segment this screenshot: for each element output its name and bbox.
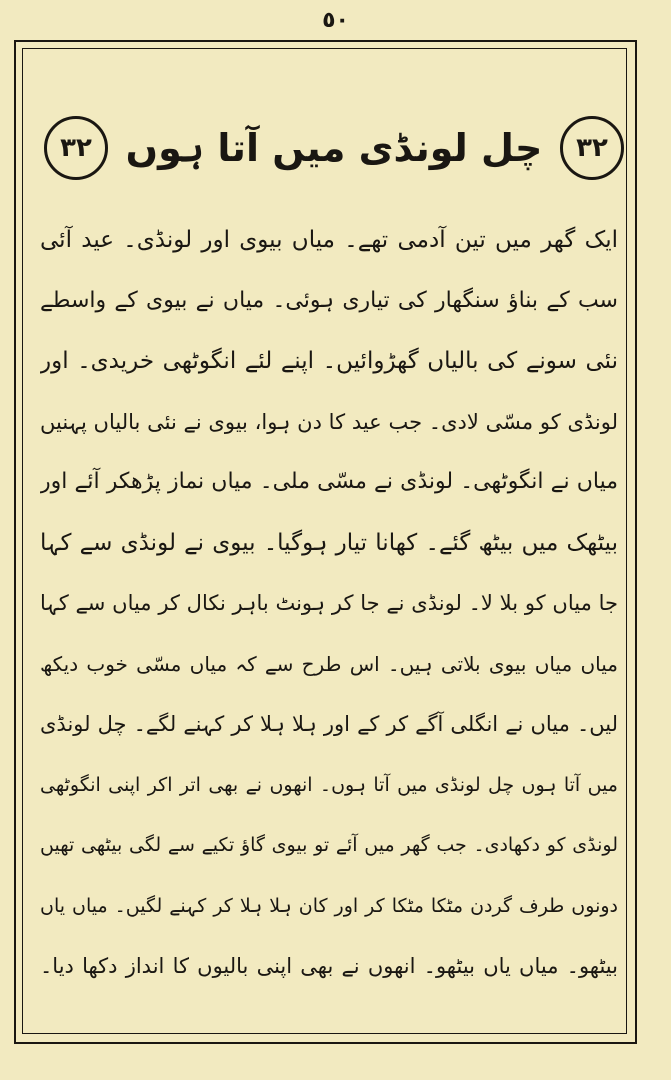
text-line: میں آتا ہوں چل لونڈی میں آتا ہوں۔ انھوں نے بھی اتر اکر اپنی انگوٹھی — [40, 773, 618, 796]
text-line: بیٹھک میں بیٹھ گئے۔ کھانا تیار ہوگیا۔ بیوی نے لونڈی سے کہا — [40, 529, 618, 556]
story-title: چل لونڈی میں آتا ہوں — [125, 126, 543, 170]
text-line: لونڈی کو دکھادی۔ جب گھر میں آئے تو بیوی گاؤ تکیے سے لگی بیٹھی تھیں — [40, 834, 618, 856]
text-line: بیٹھو۔ میاں یاں بیٹھو۔ انھوں نے بھی اپنی بالیوں کا انداز دکھا دیا۔ — [40, 954, 618, 978]
text-line: جا میاں کو بلا لا۔ لونڈی نے جا کر ہونٹ باہر نکال کر میاں سے کہا — [40, 591, 618, 615]
text-line: ایک گھر میں تین آدمی تھے۔ میاں بیوی اور لونڈی۔ عید آئی — [40, 227, 618, 253]
story-body — [40, 210, 618, 997]
text-line: نئی سونے کی بالیاں گھڑوائیں۔ اپنے لئے انگوٹھی خریدی۔ اور — [40, 348, 618, 374]
text-line: سب کے بناؤ سنگھار کی تیاری ہوئی۔ میاں نے بیوی کے واسطے — [40, 287, 618, 313]
story-number-badge-left: ٣٢ — [44, 116, 108, 180]
text-line: لیں۔ میاں نے انگلی آگے کر کے اور ہلا ہلا کر کہنے لگے۔ چل لونڈی — [40, 712, 618, 736]
text-line: لونڈی کو مسّی لادی۔ جب عید کا دن ہوا، بیوی نے نئی بالیاں پہنیں — [40, 409, 618, 434]
page-number: ٥٠ — [322, 8, 349, 33]
story-number-badge-right: ٣٢ — [560, 116, 624, 180]
text-line: دونوں طرف گردن مٹکا مٹکا کر اور کان ہلا ہلا کر کہنے لگیں۔ میاں یاں — [40, 894, 618, 917]
text-line: میاں میاں بیوی بلاتی ہیں۔ اس طرح سے کہ میاں مسّی خوب دیکھ — [40, 651, 618, 676]
text-line: میاں نے انگوٹھی۔ لونڈی نے مسّی ملی۔ میاں نماز پڑھکر آئے اور — [40, 469, 618, 494]
story-header — [40, 100, 628, 200]
